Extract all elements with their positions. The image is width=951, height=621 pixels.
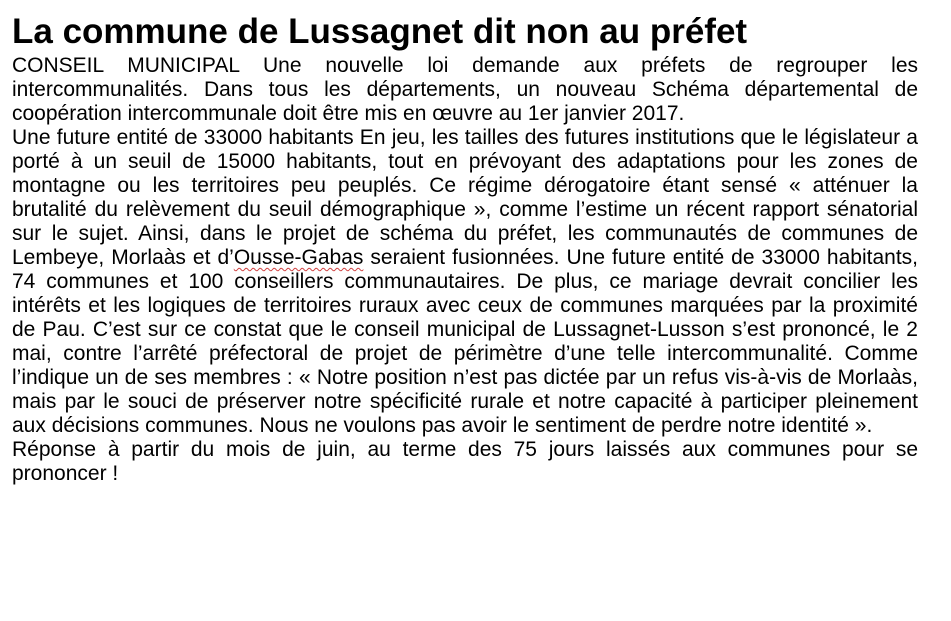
paragraph-intro: CONSEIL MUNICIPAL Une nouvelle loi demande aux préfets de regrouper les intercommunalités. Dans tous les départements, un nouveau Schéma départemental de coopération intercommunale doit être mis en œuvre au 1er janvier 2017. [12,54,918,125]
paragraph-body [12,126,918,438]
paragraph-conclusion: Réponse à partir du mois de juin, au terme des 75 jours laissés aux communes pour se prononcer ! [12,438,918,485]
spellcheck-flagged-word: Ousse-Gabas [233,246,364,269]
article [12,10,918,486]
article-title: La commune de Lussagnet dit non au préfet [12,12,748,51]
paragraph-body-part-1: Une future entité de 33000 habitants En jeu, les tailles des futures institutions que le législateur a porté à un seuil de 15000 habitants, tout en prévoyant des adaptations pour les zones de montagne ou les territoires peu peuplés. Ce régime dérogatoire étant sensé « atténuer la brutalité du relèvement du seuil démographique », comme l’estime un récent rapport sénatorial sur le sujet. Ainsi, dans le projet de schéma du préfet, les communautés de communes de Lembeye, Morlaàs et d’ [12,126,918,269]
paragraph-body-part-2: seraient fusionnées. Une future entité de 33000 habitants, 74 communes et 100 conseillers communautaires. De plus, ce mariage devrait concilier les intérêts et les logiques de territoires ruraux avec ceux de communes marquées par la proximité de Pau. C’est sur ce constat que le conseil municipal de Lussagnet-Lusson s’est prononcé, le 2 mai, contre l’arrêté préfectoral de projet de périmètre d’une telle intercommunalité. Comme l’indique un de ses membres : « Notre position n’est pas dictée par un refus vis-à-vis de Morlaàs, mais par le souci de préserver notre spécificité rurale et notre capacité à participer pleinement aux décisions communes. Nous ne voulons pas avoir le sentiment de perdre notre identité ». [12,246,918,437]
